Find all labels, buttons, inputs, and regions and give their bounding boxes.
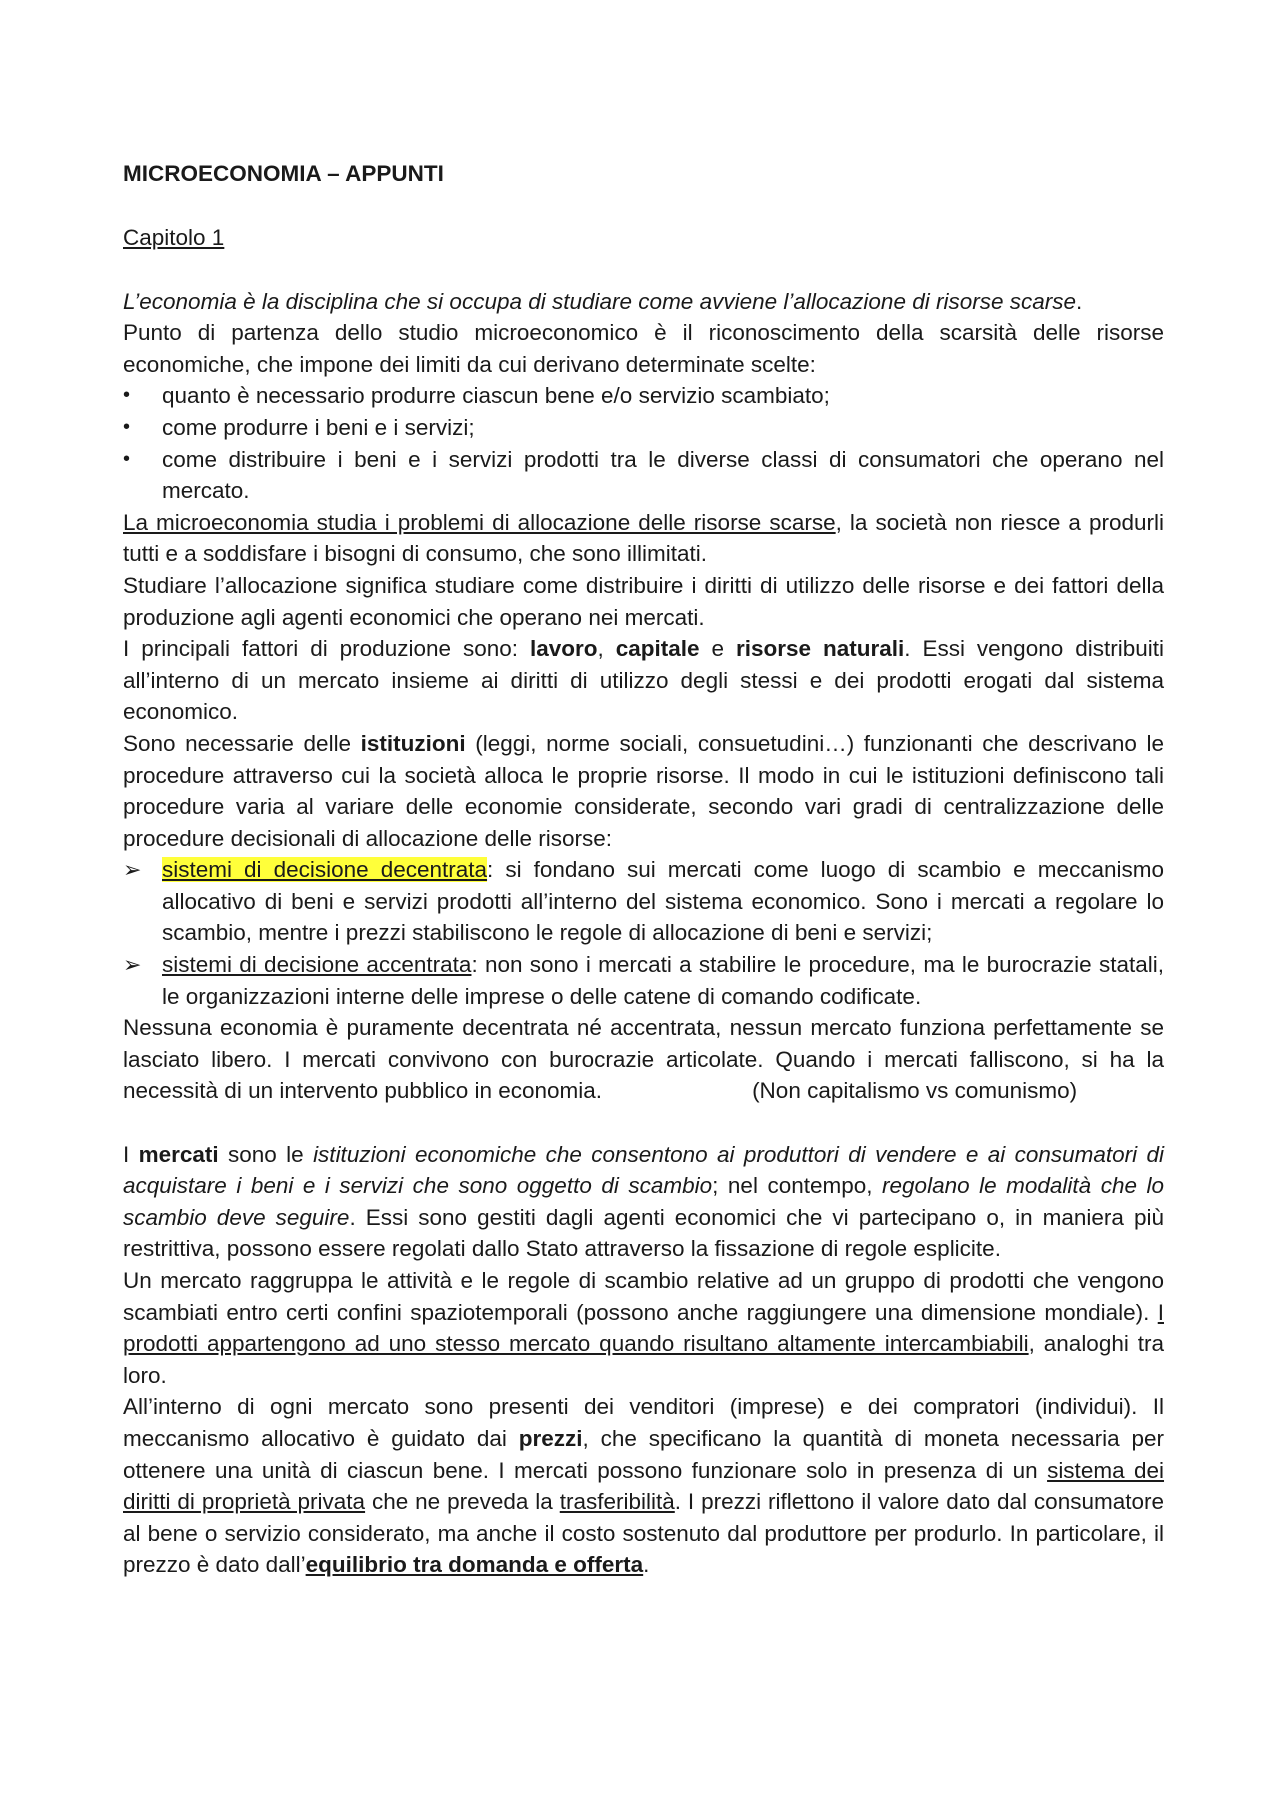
definition-text: L’economia è la disciplina che si occupa di studiare come avviene l’allocazione di risorse scarse	[123, 288, 1076, 314]
list-item: ➢ sistemi di decisione accentrata: non sono i mercati a stabilire le procedure, ma le burocrazie statali, le organizzazioni interne delle imprese o delle catene di comando codificate.	[123, 949, 1164, 1012]
paragraph-definition: L’economia è la disciplina che si occupa di studiare come avviene l’allocazione di risorse scarse.	[123, 288, 1083, 314]
term-istituzioni: istituzioni	[360, 730, 466, 756]
term-prezzi: prezzi	[518, 1425, 583, 1451]
bullet-icon: •	[123, 384, 131, 407]
paragraph-institutions: Sono necessarie delle istituzioni (leggi, norme sociali, consuetudini…) funzionanti che descrivano le procedure attraverso cui la società alloca le proprie risorse. Il modo in cui le istituzioni definiscono tali procedure varia al variare delle economie considerate, secondo vari gradi di centralizzazione delle procedure decisionali di allocazione delle risorse:	[123, 730, 1164, 851]
document-title: MICROECONOMIA – APPUNTI	[123, 161, 444, 186]
paragraph-market-scope: Un mercato raggruppa le attività e le regole di scambio relative ad un gruppo di prodotti che vengono scambiati entro certi confini spaziotemporali (possono anche raggiungere una dimensione mondiale). I prodotti appartengono ad uno stesso mercato quando risultano altamente intercambiabili, analoghi tra loro.	[123, 1268, 1165, 1388]
paragraph-allocation: Studiare l’allocazione significa studiare come distribuire i diritti di utilizzo delle risorse e dei fattori della produzione agli agenti economici che operano nei mercati.	[123, 572, 1164, 630]
bullet-icon: •	[123, 447, 131, 470]
list-item: • come produrre i beni e i servizi;	[123, 412, 1164, 444]
underlined-statement: I prodotti appartengono ad uno stesso mercato quando risultano altamente intercambiabili	[123, 1299, 1164, 1357]
term-capitale: capitale	[615, 636, 700, 662]
term-risorse-naturali: risorse naturali	[735, 636, 905, 662]
underlined-term: sistemi di decisione accentrata	[162, 952, 472, 978]
term-mercati: mercati	[138, 1141, 219, 1167]
paragraph-markets: I mercati sono le istituzioni economiche che consentono ai produttori di vendere e ai consumatori di acquistare i beni e i servizi che sono oggetto di scambio; nel contempo, regolano le modalità che lo scambio deve seguire. Essi sono gestiti dagli agenti economici che vi partecipano o, in maniera più restrittiva, possono essere regolati dallo Stato attraverso la fissazione di regole esplicite.	[123, 1141, 1164, 1262]
bullet-icon: •	[123, 415, 131, 438]
bullet-list-choices	[123, 380, 1164, 506]
paragraph-prices: All’interno di ogni mercato sono presenti dei venditori (imprese) e dei compratori (individui). Il meccanismo allocativo è guidato dai prezzi, che specificano la quantità di moneta necessaria per ottenere una unità di ciascun bene. I mercati possono funzionare solo in presenza di un sistema dei diritti di proprietà privata che ne preveda la trasferibilità. I prezzi riflettono il valore dato dal consumatore al bene o servizio considerato, ma anche il costo sostenuto dal produttore per produrlo. In particolare, il prezzo è dato dall’equilibrio tra domanda e offerta.	[123, 1394, 1165, 1578]
side-note: (Non capitalismo vs comunismo)	[752, 1078, 1078, 1104]
paragraph-microeconomics: La microeconomia studia i problemi di allocazione delle risorse scarse, la società non riesce a produrli tutti e a soddisfare i bisogni di consumo, che sono illimitati.	[123, 509, 1165, 567]
blank-line	[123, 254, 1164, 286]
blank-line	[123, 1107, 1164, 1139]
arrow-bullet-icon: ➢	[123, 952, 142, 978]
underlined-statement: La microeconomia studia i problemi di allocazione delle risorse scarse	[123, 509, 836, 535]
list-item: • quanto è necessario produrre ciascun bene e/o servizio scambiato;	[123, 380, 1164, 412]
paragraph-scarcity: Punto di partenza dello studio microeconomico è il riconoscimento della scarsità delle risorse economiche, che impone dei limiti da cui derivano determinate scelte:	[123, 320, 1164, 377]
arrow-list-systems	[123, 854, 1164, 1012]
arrow-bullet-icon: ➢	[123, 857, 142, 883]
chapter-heading: Capitolo 1	[123, 225, 225, 250]
paragraph-factors: I principali fattori di produzione sono: lavoro, capitale e risorse naturali. Essi vengono distribuiti all’interno di un mercato insieme ai diritti di utilizzo degli stessi e dei prodotti erogati dal sistema economico.	[123, 636, 1164, 725]
highlighted-term: sistemi di decisione decentrata	[162, 857, 488, 883]
term-equilibrio: equilibrio tra domanda e offerta	[305, 1552, 644, 1578]
list-item: ➢ sistemi di decisione decentrata: si fondano sui mercati come luogo di scambio e meccanismo allocativo di beni e servizi prodotti all’interno del sistema economico. Sono i mercati a regolare lo scambio, mentre i prezzi stabiliscono le regole di allocazione di beni e servizi;	[123, 854, 1164, 949]
paragraph-mixed-economies: Nessuna economia è puramente decentrata né accentrata, nessun mercato funziona perfettamente se lasciato libero. I mercati convivono con burocrazie articolate. Quando i mercati falliscono, si ha la necessità di un intervento pubblico in economia. (Non capitalismo vs comunismo)	[123, 1015, 1164, 1104]
list-item: • come distribuire i beni e i servizi prodotti tra le diverse classi di consumatori che operano nel mercato.	[123, 444, 1164, 507]
term-lavoro: lavoro	[529, 636, 598, 662]
